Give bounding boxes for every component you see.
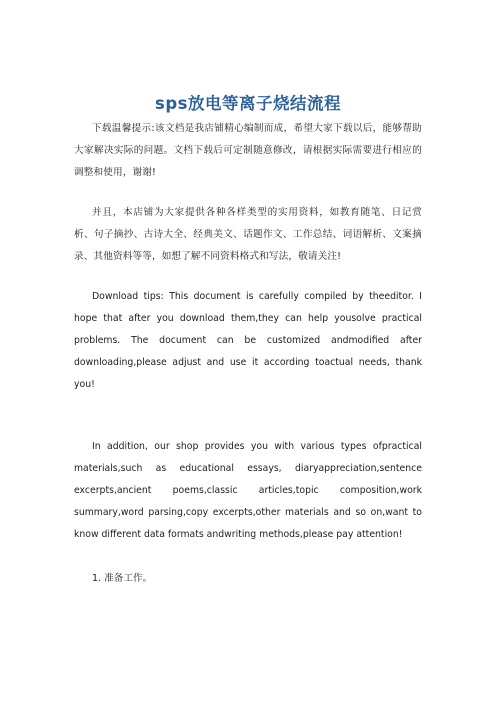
download-tip-english-paragraph: Download tips: This document is carefully compiled by theeditor. I hope that after you download them,they can help yousolve practical problems. The document can be customized andmodified after downloading,please adjust and use it according toactual needs, thank you! bbox=[74, 291, 422, 390]
step-heading: 1. 准备工作。 bbox=[92, 573, 153, 584]
shop-notice-english-paragraph: In addition, our shop provides you with various types ofpractical materials,such as educational essays, diaryappreciation,sentence excerpts,ancient poems,classic articles,topic composition,work summary,word parsing,copy excerpts,other materials and so on,want to know different data formats andwriting methods,please pay attention! bbox=[74, 441, 422, 540]
download-tip-chinese-paragraph: 下载温馨提示:该文档是我店铺精心编制而成，希望大家下载以后，能够帮助大家解决实际的问题。文档下载后可定制随意修改，请根据实际需要进行相应的调整和使用，谢谢! bbox=[74, 123, 422, 178]
shop-notice-chinese-paragraph: 并且，本店铺为大家提供各种各样类型的实用资料，如教育随笔、日记赏析、句子摘抄、古诗大全、经典美文、话题作文、工作总结、词语解析、文案摘录、其他资料等等，如想了解不同资料格式和写法，敬请关注! bbox=[74, 207, 422, 262]
document-title: sps放电等离子烧结流程 bbox=[155, 94, 341, 113]
